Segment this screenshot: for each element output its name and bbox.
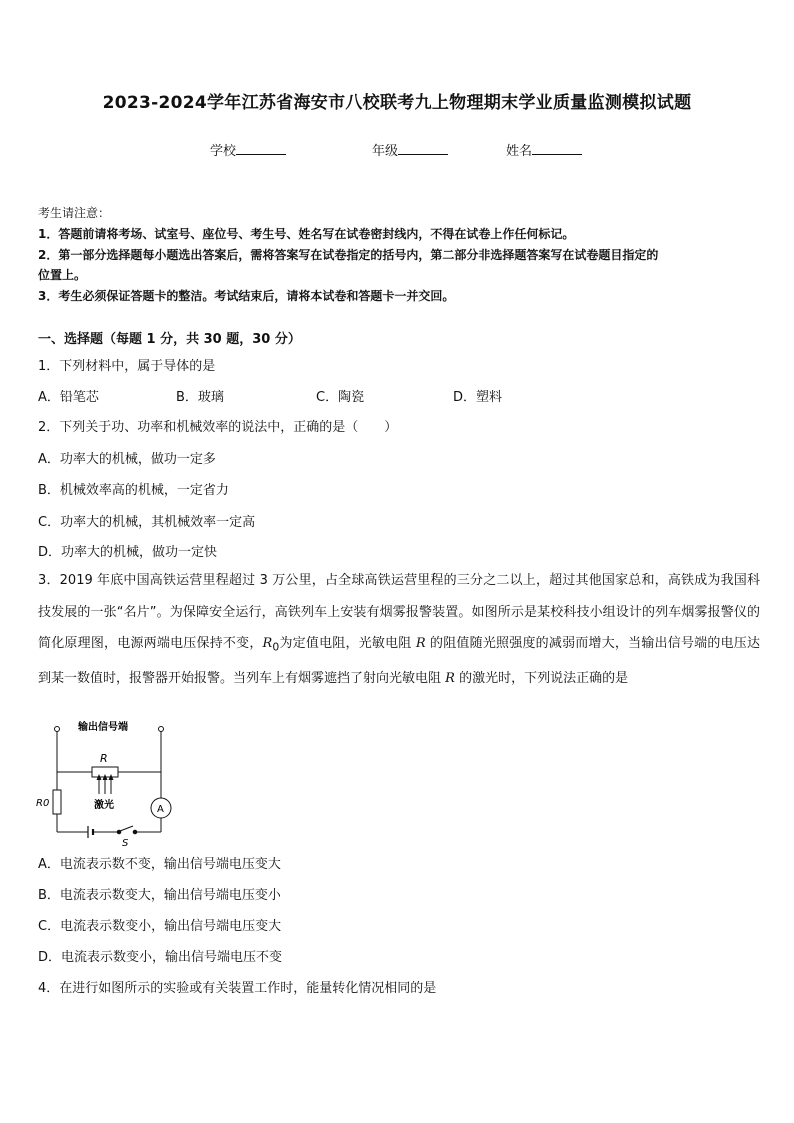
r-symbol-2: R <box>445 671 455 687</box>
q4-stem: 4．在进行如图所示的实验或有关装置工作时，能量转化情况相同的是 <box>38 981 437 996</box>
r-label: R <box>100 752 108 765</box>
name-blank[interactable] <box>532 141 582 155</box>
output-terminal-right <box>159 727 164 732</box>
school-label: 学校 <box>210 144 237 159</box>
q2-option-a[interactable]: A．功率大的机械，做功一定多 <box>38 452 216 467</box>
output-terminal-left <box>55 727 60 732</box>
r-symbol: R <box>415 636 426 651</box>
q3-option-a[interactable]: A．电流表示数不变，输出信号端电压变大 <box>38 857 281 872</box>
name-field[interactable] <box>506 140 582 159</box>
grade-blank[interactable] <box>398 141 448 155</box>
resistor-r0 <box>53 790 61 814</box>
ammeter-label: A <box>157 804 164 815</box>
circuit-diagram <box>30 716 190 848</box>
notice-item-1: 1．答题前请将考场、试室号、座位号、考生号、姓名写在试卷密封线内，不得在试卷上作任何标记。 <box>38 227 575 241</box>
q3-option-c[interactable]: C．电流表示数变小，输出信号端电压变大 <box>38 919 282 934</box>
q3-stem-part4: 的激光时，下列说法正确的是 <box>454 671 629 687</box>
notice-heading: 考生请注意： <box>38 206 111 220</box>
q3-option-d[interactable]: D．电流表示数变小，输出信号端电压不变 <box>38 950 283 965</box>
laser-label: 激光 <box>94 800 114 811</box>
grade-field[interactable] <box>372 140 448 159</box>
q3-stem-part3: 的阻值随光照强度的减弱而增大，当输出信号端的电压达到某一数值时，报警器开始报警。当列车上有烟雾遮挡了射向光敏电阻 <box>38 636 760 687</box>
output-label: 输出信号端 <box>78 722 128 733</box>
q1-option-a[interactable]: A．铅笔芯 <box>38 390 99 405</box>
q2-option-d[interactable]: D．功率大的机械，做功一定快 <box>38 545 218 560</box>
q1-option-d[interactable]: D．塑料 <box>453 390 503 405</box>
section-heading: 一、选择题（每题 1 分，共 30 题，30 分） <box>38 332 301 347</box>
notice-item-2-cont: 位置上。 <box>38 268 87 282</box>
r0-subscript: 0 <box>272 640 280 654</box>
q3-stem-part2: 为定值电阻，光敏电阻 <box>279 636 416 651</box>
page-title: 2023-2024学年江苏省海安市八校联考九上物理期末学业质量监测模拟试题 <box>102 93 692 113</box>
school-field[interactable] <box>210 140 286 159</box>
grade-label: 年级 <box>372 144 399 159</box>
q2-option-b[interactable]: B．机械效率高的机械，一定省力 <box>38 483 229 498</box>
notice-item-2: 2．第一部分选择题每小题选出答案后，需将答案写在试卷指定的括号内，第二部分非选择题答案写在试卷题目指定的 <box>38 248 659 262</box>
q3-stem-part1: 3．2019 年底中国高铁运营里程超过 3 万公里，占全球高铁运营里程的三分之二以上，超过其他国家总和，高铁成为我国科技发展的一张“名片”。为保障安全运行，高铁列车上安装有烟雾报警装置。如图所示是某校科技小组设计的列车烟雾报警仪的简化原理图，电源两端电压保持不变， <box>38 573 760 651</box>
r0-symbol: R <box>262 636 273 651</box>
name-label: 姓名 <box>506 144 533 159</box>
switch-s <box>120 826 133 831</box>
r0-label: R0 <box>36 798 50 809</box>
q1-option-b[interactable]: B．玻璃 <box>176 390 224 405</box>
q3-stem <box>38 565 760 695</box>
q3-option-b[interactable]: B．电流表示数变大，输出信号端电压变小 <box>38 888 281 903</box>
school-blank[interactable] <box>236 141 286 155</box>
q1-stem: 1．下列材料中，属于导体的是 <box>38 359 216 374</box>
notice-item-3: 3．考生必须保证答题卡的整洁。考试结束后，请将本试卷和答题卡一并交回。 <box>38 289 455 303</box>
q1-option-c[interactable]: C．陶瓷 <box>316 390 365 405</box>
switch-label: S <box>122 838 129 848</box>
q2-option-c[interactable]: C．功率大的机械，其机械效率一定高 <box>38 515 256 530</box>
q2-stem: 2．下列关于功、功率和机械效率的说法中，正确的是（ ） <box>38 420 398 435</box>
